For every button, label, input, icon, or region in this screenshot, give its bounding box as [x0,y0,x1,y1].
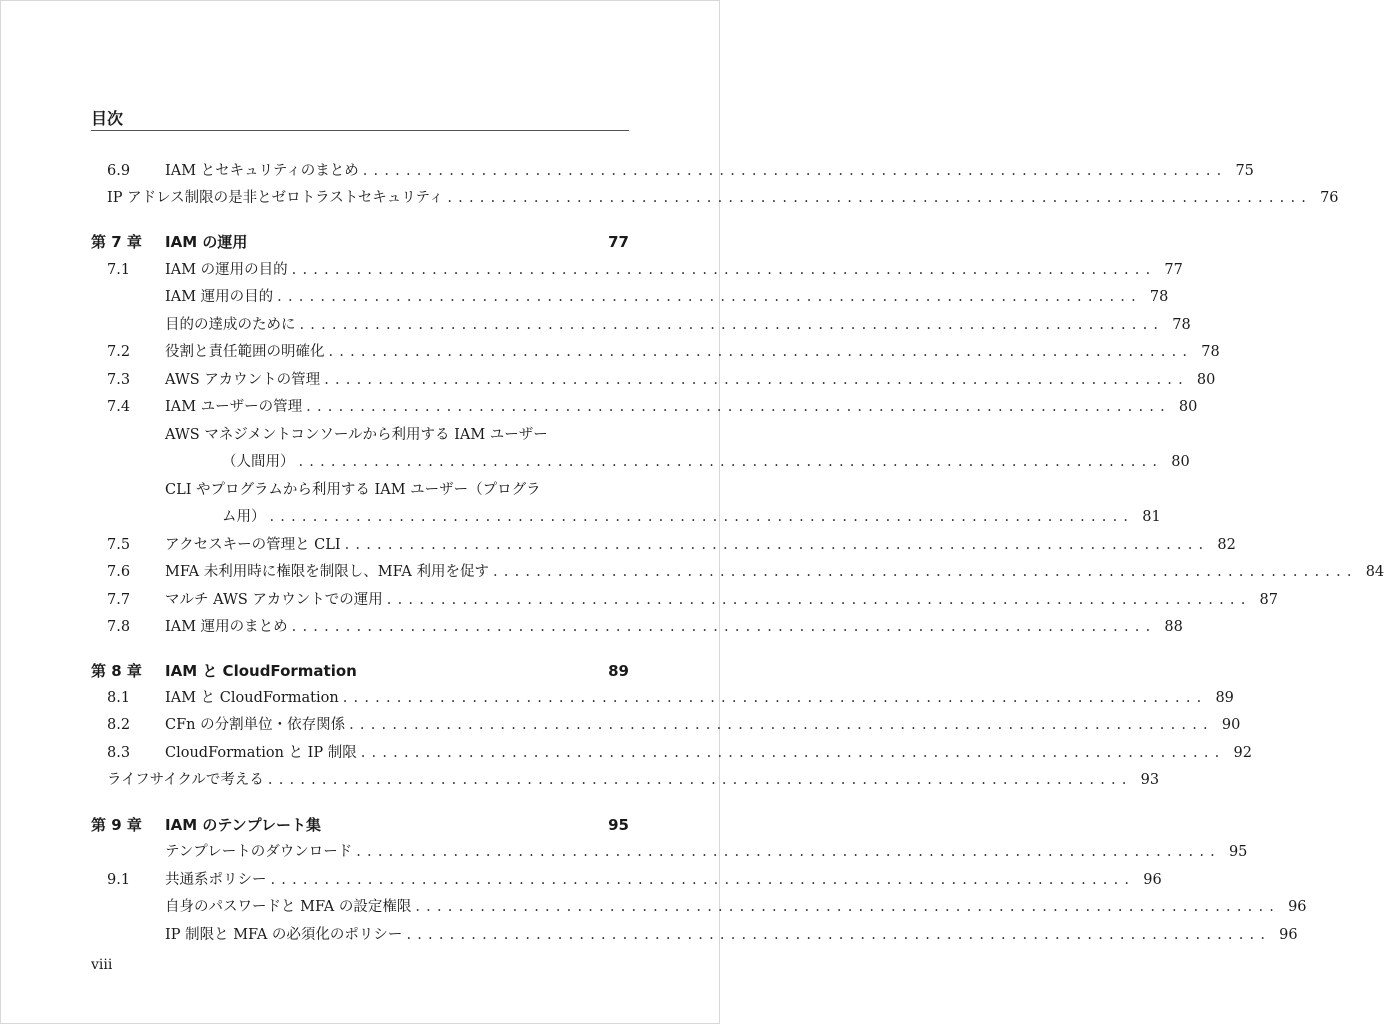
entry-title: IP 制限と MFA の必須化のポリシー [165,927,403,943]
entry-title: IAM 運用のまとめ [165,619,288,635]
page-number: 84 [1365,564,1384,580]
dot-leader: ................................................................................ [344,537,1210,553]
entry-title: IAM の運用の目的 [165,262,288,278]
page-number: 95 [608,816,629,834]
toc-entry-7-3[interactable] [91,369,1216,391]
chapter-title: IAM の運用 [165,233,248,251]
page-number: 92 [1233,745,1252,761]
page-number: 96 [1143,872,1162,888]
toc-entry-7-2[interactable] [91,341,1220,363]
entry-title: 役割と責任範囲の明確化 [165,344,325,360]
dot-leader: ................................................................................ [406,927,1272,943]
page-number: 80 [1196,372,1216,388]
dot-leader: ................................................................................ [356,844,1221,860]
page-number: 78 [1149,289,1169,305]
section-number: 7.3 [107,372,131,388]
page-number: 78 [1201,344,1220,360]
section-number: 7.5 [107,537,131,553]
toc-entry-cli-iam-user[interactable] [91,479,629,501]
section-number: 7.6 [107,564,131,580]
dot-leader: ................................................................................ [342,690,1208,706]
chapter-number: 第 9 章 [91,816,142,834]
page-number: 89 [1215,690,1234,706]
page-number: 88 [1164,619,1183,635]
section-number: 7.4 [107,399,131,415]
dot-leader: ................................................................................ [328,344,1194,360]
entry-title: アクセスキーの管理と CLI [165,537,341,553]
section-number: 8.2 [107,717,131,733]
page-title: 目次 [91,109,124,128]
dot-leader: ................................................................................ [306,399,1171,415]
dot-leader: ................................................................................ [324,372,1189,388]
header-rule [91,130,629,131]
page-number: 93 [1140,772,1160,788]
entry-title: IAM と CloudFormation [165,690,339,706]
entry-title: CLI やプログラムから利用する IAM ユーザー（プログラ [165,482,541,498]
toc-entry-lifecycle[interactable] [91,769,1160,791]
toc-entry-7-5[interactable] [91,534,1236,556]
page-number: 96 [1288,899,1307,915]
toc-entry-8-3[interactable] [91,742,1252,764]
toc-entry-7-7[interactable] [91,589,1278,611]
dot-leader: ................................................................................ [415,899,1281,915]
toc-entry-8-2[interactable] [91,714,1241,736]
toc-entry-8-1[interactable] [91,687,1234,709]
entry-title: テンプレートのダウンロード [165,844,353,860]
dot-leader: ................................................................................ [269,509,1135,525]
page-folio: viii [91,957,113,973]
dot-leader: ................................................................................ [386,592,1252,608]
dot-leader: ................................................................................ [267,772,1133,788]
entry-title: ライフサイクルで考える [107,772,264,788]
dot-leader: ................................................................................ [291,262,1157,278]
page-number: 87 [1259,592,1278,608]
toc-entry-7-6[interactable] [91,561,1384,583]
entry-title: IP アドレス制限の是非とゼロトラストセキュリティ [107,190,444,206]
chapter-title: IAM と CloudFormation [165,662,357,680]
dot-leader: ................................................................................ [492,564,1358,580]
page-number: 96 [1279,927,1298,943]
section-number: 8.1 [107,690,131,706]
entry-title: IAM ユーザーの管理 [165,399,303,415]
chapter-number: 第 8 章 [91,662,142,680]
toc-chapter-7[interactable] [91,231,629,253]
toc-entry-iam-ops-purpose[interactable] [91,286,1169,308]
page-number: 95 [1228,844,1248,860]
dot-leader: ................................................................................ [298,454,1164,470]
entry-title: AWS アカウントの管理 [165,372,321,388]
page-number: 77 [1164,262,1183,278]
dot-leader: ................................................................................ [362,163,1228,179]
entry-title: CloudFormation と IP 制限 [165,745,357,761]
entry-title: 共通系ポリシー [165,872,267,888]
entry-title-continued: （人間用） [222,454,295,470]
page-number: 75 [1235,163,1254,179]
entry-title: IAM とセキュリティのまとめ [165,163,359,179]
section-number: 8.3 [107,745,131,761]
entry-title: マルチ AWS アカウントでの運用 [165,592,383,608]
dot-leader: ................................................................................ [270,872,1136,888]
toc-entry-ip-mfa-policy[interactable] [91,924,1298,946]
page-number: 78 [1172,317,1191,333]
toc-entry-console-iam-user[interactable] [91,424,629,446]
dot-leader: ................................................................................ [349,717,1214,733]
toc-entry-7-8[interactable] [91,616,1183,638]
page-number: 80 [1178,399,1198,415]
toc-entry-password-mfa[interactable] [91,896,1307,918]
toc-entry-9-1[interactable] [91,869,1162,891]
toc-chapter-9[interactable] [91,814,629,836]
dot-leader: ................................................................................ [291,619,1157,635]
entry-title: CFn の分割単位・依存関係 [165,717,346,733]
chapter-title: IAM のテンプレート集 [165,816,321,834]
toc-entry-7-1[interactable] [91,259,1183,281]
section-number: 6.9 [107,163,131,179]
toc-chapter-8[interactable] [91,660,629,682]
toc-entry-cli-iam-user-cont[interactable] [91,506,1161,528]
toc-entry-ip-restriction[interactable] [91,187,1339,209]
page-number: 76 [1320,190,1339,206]
entry-title: 目的の達成のために [165,317,296,333]
section-number: 9.1 [107,872,131,888]
dot-leader: ................................................................................ [277,289,1142,305]
entry-title-continued: ム用） [222,509,266,525]
toc-entry-6-9[interactable] [91,160,1254,182]
section-number: 7.7 [107,592,131,608]
toc-entry-console-iam-user-cont[interactable] [91,451,1190,473]
section-number: 7.8 [107,619,131,635]
page-number: 80 [1171,454,1190,470]
entry-title: 自身のパスワードと MFA の設定権限 [165,899,412,915]
page-number: 82 [1217,537,1236,553]
toc-entry-7-4[interactable] [91,396,1198,418]
toc-entry-achieving-goals[interactable] [91,314,1191,336]
dot-leader: ................................................................................ [447,190,1313,206]
toc-entry-template-download[interactable] [91,841,1248,863]
section-number: 7.2 [107,344,131,360]
entry-title: IAM 運用の目的 [165,289,274,305]
dot-leader: ................................................................................ [360,745,1226,761]
dot-leader: ................................................................................ [299,317,1165,333]
section-number: 7.1 [107,262,131,278]
entry-title: MFA 未利用時に権限を制限し、MFA 利用を促す [165,564,489,580]
page-number: 81 [1142,509,1161,525]
page-number: 90 [1221,717,1241,733]
chapter-number: 第 7 章 [91,233,142,251]
entry-title: AWS マネジメントコンソールから利用する IAM ユーザー [165,427,548,443]
page-number: 89 [608,662,629,680]
page-number: 77 [608,233,629,251]
